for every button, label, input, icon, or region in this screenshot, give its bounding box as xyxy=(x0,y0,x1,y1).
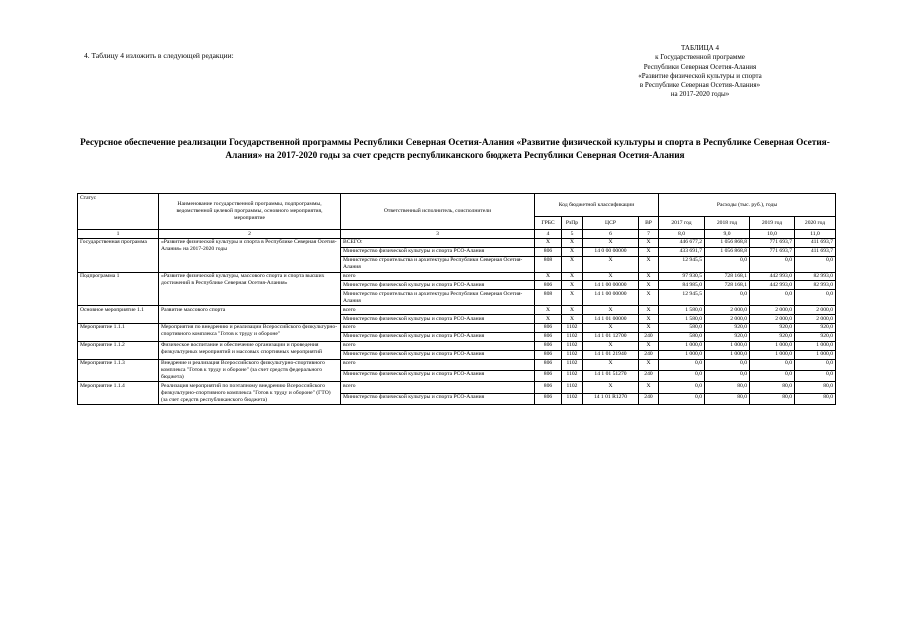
rzpr-cell: 1102 xyxy=(562,332,583,341)
column-number: 7 xyxy=(639,230,659,239)
status-cell: Мероприятие 1.1.2 xyxy=(78,341,159,359)
csr-cell: Х xyxy=(583,359,639,370)
grbs-cell: Х xyxy=(535,315,562,324)
vr-cell: 240 xyxy=(639,370,659,381)
amount-2018-cell: 1 056 868,8 xyxy=(705,238,750,247)
column-number: 2 xyxy=(159,230,341,239)
header-vr: ВР xyxy=(639,217,659,230)
amount-2020-cell: 2 000,0 xyxy=(795,306,836,315)
vr-cell: Х xyxy=(639,323,659,332)
grbs-cell: 806 xyxy=(535,323,562,332)
amount-2018-cell: 1 000,0 xyxy=(705,350,750,359)
amount-2017-cell: 0,0 xyxy=(659,359,705,370)
rzpr-cell: Х xyxy=(562,281,583,290)
header-2019: 2019 год xyxy=(750,217,795,230)
amount-2020-cell: 82 993,0 xyxy=(795,281,836,290)
header-2017: 2017 год xyxy=(659,217,705,230)
amount-2018-cell: 2 000,0 xyxy=(705,306,750,315)
csr-cell: Х xyxy=(583,382,639,393)
table-row xyxy=(78,359,836,370)
intro-text: 4. Таблицу 4 изложить в следующей редакции: xyxy=(84,51,234,60)
amount-2018-cell: 1 056 868,8 xyxy=(705,247,750,256)
executor-cell: всего xyxy=(341,359,535,370)
amount-2020-cell: 411 693,7 xyxy=(795,247,836,256)
amount-2018-cell: 728 168,1 xyxy=(705,281,750,290)
table-caption xyxy=(575,44,825,100)
amount-2017-cell: 84 985,0 xyxy=(659,281,705,290)
amount-2019-cell: 771 693,7 xyxy=(750,238,795,247)
amount-2020-cell: 920,0 xyxy=(795,332,836,341)
rzpr-cell: Х xyxy=(562,315,583,324)
rzpr-cell: Х xyxy=(562,290,583,306)
executor-cell: всего xyxy=(341,382,535,393)
amount-2020-cell: 80,0 xyxy=(795,382,836,393)
vr-cell: Х xyxy=(639,281,659,290)
amount-2018-cell: 1 000,0 xyxy=(705,341,750,350)
rzpr-cell: Х xyxy=(562,272,583,281)
executor-cell: Министерство строительства и архитектуры Республики Северная Осетия-Алания xyxy=(341,290,535,306)
grbs-cell: Х xyxy=(535,272,562,281)
header-csr: ЦСР xyxy=(583,217,639,230)
csr-cell: 14 1 01 00000 xyxy=(583,315,639,324)
executor-cell: Министерство физической культуры и спорта РСО-Алания xyxy=(341,393,535,404)
csr-cell: Х xyxy=(583,256,639,272)
amount-2020-cell: 2 000,0 xyxy=(795,315,836,324)
rzpr-cell: 1102 xyxy=(562,341,583,350)
caption-line: Республики Северная Осетия-Алания xyxy=(643,62,757,71)
grbs-cell: 806 xyxy=(535,341,562,350)
grbs-cell: 806 xyxy=(535,332,562,341)
amount-2020-cell: 0,0 xyxy=(795,359,836,370)
amount-2018-cell: 0,0 xyxy=(705,290,750,306)
amount-2019-cell: 442 993,0 xyxy=(750,281,795,290)
resource-table xyxy=(77,193,836,405)
header-2020: 2020 год xyxy=(795,217,836,230)
grbs-cell: 806 xyxy=(535,247,562,256)
csr-cell: 14 1 00 00000 xyxy=(583,281,639,290)
rzpr-cell: 1102 xyxy=(562,359,583,370)
executor-cell: всего xyxy=(341,341,535,350)
executor-cell: Министерство физической культуры и спорта РСО-Алания xyxy=(341,350,535,359)
status-cell: Подпрограмма 1 xyxy=(78,272,159,306)
executor-cell: Министерство физической культуры и спорта РСО-Алания xyxy=(341,370,535,381)
amount-2019-cell: 920,0 xyxy=(750,323,795,332)
rzpr-cell: 1102 xyxy=(562,350,583,359)
caption-line: на 2017-2020 годы» xyxy=(670,90,730,99)
grbs-cell: 808 xyxy=(535,256,562,272)
status-cell: Мероприятие 1.1.1 xyxy=(78,323,159,341)
csr-cell: 14 1 01 12700 xyxy=(583,332,639,341)
csr-cell: 14 1 00 00000 xyxy=(583,290,639,306)
amount-2017-cell: 1 000,0 xyxy=(659,350,705,359)
grbs-cell: 806 xyxy=(535,350,562,359)
amount-2019-cell: 920,0 xyxy=(750,332,795,341)
column-number: 6 xyxy=(583,230,639,239)
vr-cell: Х xyxy=(639,341,659,350)
vr-cell: Х xyxy=(639,247,659,256)
status-cell: Мероприятие 1.1.4 xyxy=(78,382,159,405)
amount-2019-cell: 2 000,0 xyxy=(750,306,795,315)
table-row xyxy=(78,238,836,247)
vr-cell: Х xyxy=(639,272,659,281)
table-row xyxy=(78,382,836,393)
csr-cell: Х xyxy=(583,272,639,281)
amount-2019-cell: 80,0 xyxy=(750,382,795,393)
vr-cell: 240 xyxy=(639,350,659,359)
name-cell: Мероприятия по внедрению и реализации Всероссийского физкультурно-спортивного комплекса "Готов к труду и обороне" xyxy=(159,323,341,341)
amount-2018-cell: 920,0 xyxy=(705,323,750,332)
amount-2017-cell: 0,0 xyxy=(659,382,705,393)
amount-2020-cell: 0,0 xyxy=(795,290,836,306)
column-number: 1 xyxy=(78,230,159,239)
status-cell: Мероприятие 1.1.3 xyxy=(78,359,159,382)
amount-2017-cell: 1 580,0 xyxy=(659,306,705,315)
amount-2018-cell: 728 168,1 xyxy=(705,272,750,281)
amount-2019-cell: 0,0 xyxy=(750,290,795,306)
column-number: 8,0 xyxy=(659,230,705,239)
column-number-row xyxy=(78,230,836,239)
table-row xyxy=(78,341,836,350)
executor-cell: Министерство строительства и архитектуры Республики Северная Осетия-Алания xyxy=(341,256,535,272)
header-status: Статус xyxy=(78,194,159,230)
rzpr-cell: Х xyxy=(562,238,583,247)
status-cell: Государственная программа xyxy=(78,238,159,272)
caption-line: к Государственной программе xyxy=(655,53,745,62)
vr-cell: Х xyxy=(639,306,659,315)
name-cell: «Развитие физической культуры, массового спорта и спорта высших достижений в Республике Северная Осетия-Алания» xyxy=(159,272,341,306)
table-row xyxy=(78,272,836,281)
table-row xyxy=(78,306,836,315)
vr-cell: Х xyxy=(639,256,659,272)
amount-2020-cell: 1 000,0 xyxy=(795,350,836,359)
amount-2020-cell: 80,0 xyxy=(795,393,836,404)
amount-2020-cell: 82 993,0 xyxy=(795,272,836,281)
column-number: 10,0 xyxy=(750,230,795,239)
amount-2017-cell: 1 580,0 xyxy=(659,315,705,324)
amount-2017-cell: 1 000,0 xyxy=(659,341,705,350)
executor-cell: Министерство физической культуры и спорта РСО-Алания xyxy=(341,332,535,341)
rzpr-cell: Х xyxy=(562,256,583,272)
amount-2019-cell: 771 693,7 xyxy=(750,247,795,256)
amount-2020-cell: 0,0 xyxy=(795,256,836,272)
rzpr-cell: 1102 xyxy=(562,382,583,393)
rzpr-cell: 1102 xyxy=(562,323,583,332)
grbs-cell: 806 xyxy=(535,370,562,381)
caption-line: в Республике Северная Осетия-Алания» xyxy=(639,81,761,90)
csr-cell: 14 1 01 21940 xyxy=(583,350,639,359)
amount-2020-cell: 0,0 xyxy=(795,370,836,381)
amount-2017-cell: 0,0 xyxy=(659,393,705,404)
amount-2019-cell: 0,0 xyxy=(750,370,795,381)
grbs-cell: Х xyxy=(535,306,562,315)
vr-cell: 240 xyxy=(639,393,659,404)
csr-cell: Х xyxy=(583,306,639,315)
amount-2020-cell: 1 000,0 xyxy=(795,341,836,350)
rzpr-cell: 1102 xyxy=(562,370,583,381)
amount-2017-cell: 433 691,7 xyxy=(659,247,705,256)
amount-2018-cell: 2 000,0 xyxy=(705,315,750,324)
grbs-cell: 806 xyxy=(535,359,562,370)
rzpr-cell: Х xyxy=(562,306,583,315)
amount-2017-cell: 580,0 xyxy=(659,323,705,332)
amount-2018-cell: 80,0 xyxy=(705,393,750,404)
executor-cell: ВСЕГО: xyxy=(341,238,535,247)
name-cell: Реализация мероприятий по поэтапному внедрению Всероссийского физкультурно-спортивного комплекса "Готов к труду и обороне" (ГТО) (за счет средств республиканского бюджета) xyxy=(159,382,341,405)
column-number: 9,0 xyxy=(705,230,750,239)
executor-cell: Министерство физической культуры и спорта РСО-Алания xyxy=(341,281,535,290)
csr-cell: Х xyxy=(583,323,639,332)
column-number: 3 xyxy=(341,230,535,239)
amount-2018-cell: 0,0 xyxy=(705,256,750,272)
amount-2018-cell: 0,0 xyxy=(705,359,750,370)
amount-2019-cell: 80,0 xyxy=(750,393,795,404)
header-rzpr: РзПр xyxy=(562,217,583,230)
header-grbs: ГРБС xyxy=(535,217,562,230)
column-number: 5 xyxy=(562,230,583,239)
amount-2019-cell: 0,0 xyxy=(750,256,795,272)
table-row xyxy=(78,323,836,332)
amount-2017-cell: 0,0 xyxy=(659,370,705,381)
csr-cell: Х xyxy=(583,341,639,350)
grbs-cell: 808 xyxy=(535,290,562,306)
column-number: 11,0 xyxy=(795,230,836,239)
grbs-cell: 806 xyxy=(535,382,562,393)
vr-cell: Х xyxy=(639,315,659,324)
rzpr-cell: 1102 xyxy=(562,393,583,404)
document-title: Ресурсное обеспечение реализации Государственной программы Республики Северная Осетия-Алания «Развитие физической культуры и спорта в Республике Северная Осетия-Алания» на 2017-2020 годы за счет средств республиканского бюджета Республики Северная Осетия-Алания xyxy=(80,138,830,161)
header-2018: 2018 год xyxy=(705,217,750,230)
executor-cell: Министерство физической культуры и спорта РСО-Алания xyxy=(341,315,535,324)
executor-cell: Министерство физической культуры и спорта РСО-Алания xyxy=(341,247,535,256)
name-cell: Внедрение и реализация Всероссийского физкультурно-спортивного комплекса "Готов к труду и обороне" (за счет средств федерального бюджета) xyxy=(159,359,341,382)
executor-cell: всего xyxy=(341,272,535,281)
amount-2017-cell: 580,0 xyxy=(659,332,705,341)
vr-cell: Х xyxy=(639,238,659,247)
amount-2017-cell: 12 945,5 xyxy=(659,290,705,306)
vr-cell: Х xyxy=(639,382,659,393)
csr-cell: 14 0 00 00000 xyxy=(583,247,639,256)
vr-cell: Х xyxy=(639,359,659,370)
amount-2017-cell: 97 930,5 xyxy=(659,272,705,281)
header-executor: Ответственный исполнитель, соисполнители xyxy=(341,194,535,230)
amount-2020-cell: 920,0 xyxy=(795,323,836,332)
grbs-cell: Х xyxy=(535,238,562,247)
vr-cell: Х xyxy=(639,290,659,306)
rzpr-cell: Х xyxy=(562,247,583,256)
amount-2019-cell: 1 000,0 xyxy=(750,350,795,359)
amount-2019-cell: 2 000,0 xyxy=(750,315,795,324)
csr-cell: Х xyxy=(583,238,639,247)
amount-2020-cell: 411 693,7 xyxy=(795,238,836,247)
grbs-cell: 806 xyxy=(535,281,562,290)
caption-title: ТАБЛИЦА 4 xyxy=(681,44,719,52)
amount-2019-cell: 1 000,0 xyxy=(750,341,795,350)
executor-cell: всего xyxy=(341,306,535,315)
amount-2017-cell: 12 945,5 xyxy=(659,256,705,272)
header-expenses: Расходы (тыс. руб.), годы xyxy=(659,194,836,217)
vr-cell: 240 xyxy=(639,332,659,341)
header-budget-code: Код бюджетной классификации xyxy=(535,194,659,217)
name-cell: Физическое воспитание и обеспечение организации и проведения физкультурных мероприятий и массовых спортивных мероприятий xyxy=(159,341,341,359)
amount-2018-cell: 920,0 xyxy=(705,332,750,341)
executor-cell: всего xyxy=(341,323,535,332)
amount-2018-cell: 80,0 xyxy=(705,382,750,393)
column-number: 4 xyxy=(535,230,562,239)
name-cell: Развитие массового спорта xyxy=(159,306,341,324)
amount-2019-cell: 442 993,0 xyxy=(750,272,795,281)
header-name: Наименование государственной программы, подпрограммы, ведомственной целевой программы, основного мероприятия, мероприятие xyxy=(159,194,341,230)
csr-cell: 14 1 01 R1270 xyxy=(583,393,639,404)
amount-2019-cell: 0,0 xyxy=(750,359,795,370)
grbs-cell: 806 xyxy=(535,393,562,404)
caption-line: «Развитие физической культуры и спорта xyxy=(638,71,762,80)
csr-cell: 14 1 01 51270 xyxy=(583,370,639,381)
status-cell: Основное мероприятие 1.1 xyxy=(78,306,159,324)
name-cell: «Развитие физической культуры и спорта в Республике Северная Осетия-Алания» на 2017-2020 годы xyxy=(159,238,341,272)
amount-2018-cell: 0,0 xyxy=(705,370,750,381)
amount-2017-cell: 446 677,2 xyxy=(659,238,705,247)
